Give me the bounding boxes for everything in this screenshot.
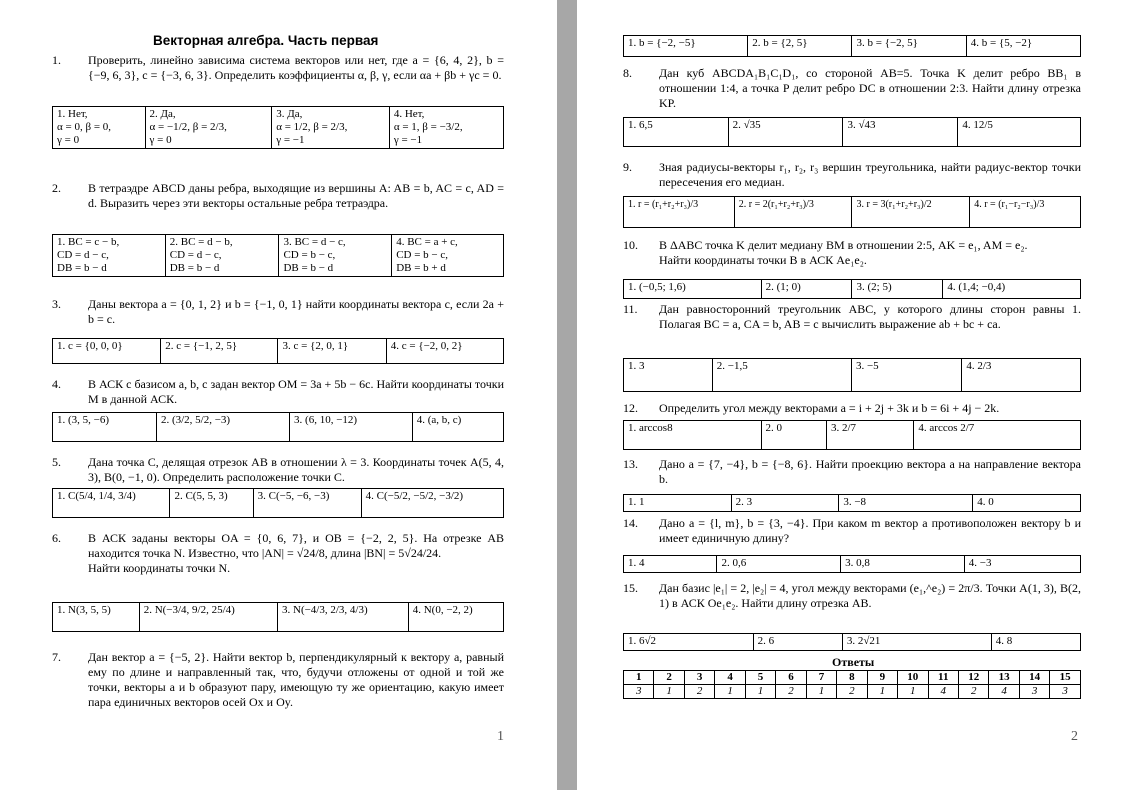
answer-option[interactable]: 2. 3 xyxy=(731,495,839,512)
answer-option[interactable]: 3. −8 xyxy=(839,495,973,512)
answer-key-value: 1 xyxy=(806,685,836,699)
question: 8. Дан куб ABCDA₁B₁C₁D₁, со стороной AB=5. Точка K делит ребро BB₁ в отношении 1:4, а точка P делит ребро DC в отношении 2:3. Найти длину отрезка KP. xyxy=(623,66,1081,110)
answer-option[interactable]: 2. 0 xyxy=(761,421,826,450)
answer-key-number: 10 xyxy=(898,671,928,685)
answer-option[interactable]: 3. BC = d − c, CD = b − c, DB = b − d xyxy=(279,235,392,277)
answer-options xyxy=(52,234,504,277)
answer-option[interactable]: 3. 0,8 xyxy=(841,556,965,573)
answer-option[interactable]: 2. b = {2, 5} xyxy=(748,36,852,57)
answer-options xyxy=(623,117,1081,147)
question: 10. В ΔABC точка K делит медиану BM в отношении 2:5, AK = e₁, AM = e₂. Найти координаты точки B в АСК Ae₁e₂. xyxy=(623,238,1028,267)
answer-key-number: 1 xyxy=(624,671,654,685)
answer-key-value: 3 xyxy=(1019,685,1049,699)
answer-option[interactable]: 3. r = 3(r₁+r₂+r₃)/2 xyxy=(852,197,970,228)
answer-options xyxy=(623,494,1081,512)
answer-option[interactable]: 3. Да, α = 1/2, β = 2/3, γ = −1 xyxy=(272,107,390,149)
question: 12. Определить угол между векторами a = i + 2j + 3k и b = 6i + 4j − 2k. xyxy=(623,401,1000,415)
page-gap xyxy=(557,0,577,790)
answer-key-value: 2 xyxy=(776,685,806,699)
answer-option[interactable]: 3. 2/7 xyxy=(826,421,913,450)
answer-option[interactable]: 1. arccos8 xyxy=(624,421,762,450)
answer-key-number: 13 xyxy=(989,671,1019,685)
answer-option[interactable]: 2. (1; 0) xyxy=(761,280,852,299)
answer-option[interactable]: 3. C(−5, −6, −3) xyxy=(253,489,361,518)
answer-option[interactable]: 1. N(3, 5, 5) xyxy=(53,603,140,632)
question: 15. Дан базис |e₁| = 2, |e₂| = 4, угол между векторами (e₁,^e₂) = 2π/3. Точки A(1, 3), B(2, 1) в АСК Oe₁e₂. Найти длину отрезка AB. xyxy=(623,581,1081,610)
answer-option[interactable]: 3. (2; 5) xyxy=(852,280,943,299)
answer-option[interactable]: 4. 8 xyxy=(991,634,1080,651)
answer-key-number: 9 xyxy=(867,671,897,685)
answer-option[interactable]: 2. 6 xyxy=(753,634,842,651)
answer-options xyxy=(52,106,504,149)
page-number: 2 xyxy=(1071,729,1078,744)
answer-option[interactable]: 4. 0 xyxy=(973,495,1081,512)
answer-key-value: 3 xyxy=(1050,685,1081,699)
answer-option[interactable]: 4. N(0, −2, 2) xyxy=(408,603,503,632)
answer-option[interactable]: 4. BC = a + c, CD = b − c, DB = b + d xyxy=(392,235,504,277)
answer-option[interactable]: 1. (−0,5; 1,6) xyxy=(624,280,762,299)
answer-key-value: 1 xyxy=(654,685,684,699)
answer-options xyxy=(623,358,1081,392)
page-2 xyxy=(577,0,1134,790)
answer-key-value: 2 xyxy=(958,685,988,699)
answer-options xyxy=(623,420,1081,450)
answer-option[interactable]: 1. Нет, α = 0, β = 0, γ = 0 xyxy=(53,107,146,149)
answer-key-number: 15 xyxy=(1050,671,1081,685)
answer-key-number: 14 xyxy=(1019,671,1049,685)
answer-option[interactable]: 2. (3/2, 5/2, −3) xyxy=(156,413,289,442)
answer-option[interactable]: 4. (1,4; −0,4) xyxy=(943,280,1081,299)
answer-option[interactable]: 2. −1,5 xyxy=(712,359,851,392)
question: 7. Дан вектор a = {−5, 2}. Найти вектор b, перпендикулярный к вектору a, равный ему по длине и направленный так, что, будучи отложены от одной и той же точки, векторы a и b образуют пару, имеющую ту же ориентацию, какую имеет пара единичных векторов осей Ox и Oy. xyxy=(52,650,504,709)
answer-key-value: 2 xyxy=(837,685,867,699)
answer-option[interactable]: 2. N(−3/4, 9/2, 25/4) xyxy=(139,603,277,632)
question: 13. Дано a = {7, −4}, b = {−8, 6}. Найти проекцию вектора a на направление вектора b. xyxy=(623,457,1081,486)
answer-option[interactable]: 3. −5 xyxy=(851,359,961,392)
question: 3. Даны вектора a = {0, 1, 2} и b = {−1, 0, 1} найти координаты вектора c, если 2a + b = c. xyxy=(52,297,504,326)
answer-options xyxy=(623,35,1081,57)
answer-key-title: Ответы xyxy=(832,655,875,669)
answer-key-value: 1 xyxy=(867,685,897,699)
answer-key-table xyxy=(623,670,1081,699)
answer-key-number: 5 xyxy=(745,671,775,685)
answer-options xyxy=(52,412,504,442)
page-1 xyxy=(0,0,557,790)
answer-options xyxy=(52,488,504,518)
answer-option[interactable]: 1. 1 xyxy=(624,495,732,512)
question: 9. Зная радиусы-векторы r₁, r₂, r₃ вершин треугольника, найти радиус-вектор точки пересечения его медиан. xyxy=(623,160,1081,189)
answer-key-number: 3 xyxy=(684,671,714,685)
question: 1. Проверить, линейно зависима система векторов или нет, где a = {6, 4, 2}, b = {−9, 6, 3}, c = {−3, 6, 3}. Определить коэффициенты α, β, γ, если αa + βb + γc = 0. xyxy=(52,53,504,82)
answer-option[interactable]: 1. 6√2 xyxy=(624,634,754,651)
answer-options xyxy=(52,338,504,364)
answer-key-value: 3 xyxy=(624,685,654,699)
answer-key-value: 1 xyxy=(715,685,745,699)
answer-option[interactable]: 1. b = {−2, −5} xyxy=(624,36,748,57)
answer-option[interactable]: 4. r = (r₁−r₂−r₃)/3 xyxy=(970,197,1081,228)
answer-key-value: 1 xyxy=(745,685,775,699)
answer-option[interactable]: 1. BC = c − b, CD = d − c, DB = b − d xyxy=(53,235,166,277)
answer-option[interactable]: 3. √43 xyxy=(843,118,958,147)
answer-key-value: 4 xyxy=(928,685,958,699)
answer-option[interactable]: 1. c = {0, 0, 0} xyxy=(53,339,161,364)
answer-option[interactable]: 1. 4 xyxy=(624,556,717,573)
answer-option[interactable]: 2. √35 xyxy=(728,118,843,147)
answer-key-number: 6 xyxy=(776,671,806,685)
answer-option[interactable]: 2. c = {−1, 2, 5} xyxy=(161,339,278,364)
answer-option[interactable]: 2. C(5, 5, 3) xyxy=(170,489,253,518)
answer-options xyxy=(623,196,1081,228)
answer-option[interactable]: 4. arccos 2/7 xyxy=(914,421,1081,450)
answer-key-number: 11 xyxy=(928,671,958,685)
answer-option[interactable]: 4. 12/5 xyxy=(958,118,1081,147)
answer-option[interactable]: 2. BC = d − b, CD = d − c, DB = b − d xyxy=(165,235,279,277)
answer-option[interactable]: 3. N(−4/3, 2/3, 4/3) xyxy=(278,603,409,632)
answer-option[interactable]: 2. Да, α = −1/2, β = 2/3, γ = 0 xyxy=(145,107,272,149)
answer-options xyxy=(623,555,1081,573)
answer-option[interactable]: 4. c = {−2, 0, 2} xyxy=(386,339,503,364)
answer-key-number: 7 xyxy=(806,671,836,685)
answer-key-number: 4 xyxy=(715,671,745,685)
answer-options xyxy=(623,279,1081,299)
answer-options xyxy=(623,633,1081,651)
answer-option[interactable]: 1. 6,5 xyxy=(624,118,729,147)
answer-option[interactable]: 1. C(5/4, 1/4, 3/4) xyxy=(53,489,170,518)
answer-option[interactable]: 4. C(−5/2, −5/2, −3/2) xyxy=(361,489,503,518)
page-title: Векторная алгебра. Часть первая xyxy=(153,33,379,48)
answer-option[interactable]: 3. b = {−2, 5} xyxy=(852,36,966,57)
answer-option[interactable]: 4. 2/3 xyxy=(962,359,1081,392)
question: 2. В тетраэдре ABCD даны ребра, выходящие из вершины A: AB = b, AC = c, AD = d. Выразить через эти векторы остальные ребра тетраэдра. xyxy=(52,181,504,210)
question: 6. В АСК заданы векторы OA = {0, 6, 7}, и OB = {−2, 2, 5}. На отрезке AB находится точка N. Известно, что |AN| = √24/8, длина |BN| = 5√24/24. Найти координаты точки N. xyxy=(52,531,504,575)
answer-key-value: 1 xyxy=(898,685,928,699)
answer-key-number: 2 xyxy=(654,671,684,685)
answer-option[interactable]: 4. b = {5, −2} xyxy=(966,36,1080,57)
answer-key-number: 12 xyxy=(958,671,988,685)
answer-option[interactable]: 1. 3 xyxy=(624,359,713,392)
page-number: 1 xyxy=(497,729,504,744)
answer-option[interactable]: 4. (a, b, c) xyxy=(412,413,503,442)
answer-option[interactable]: 3. (6, 10, −12) xyxy=(290,413,413,442)
answer-option[interactable]: 1. (3, 5, −6) xyxy=(53,413,157,442)
answer-option[interactable]: 2. 0,6 xyxy=(717,556,841,573)
answer-option[interactable]: 4. −3 xyxy=(964,556,1080,573)
answer-options xyxy=(52,602,504,632)
answer-option[interactable]: 1. r = (r₁+r₂+r₃)/3 xyxy=(624,197,735,228)
answer-option[interactable]: 4. Нет, α = 1, β = −3/2, γ = −1 xyxy=(389,107,503,149)
answer-key-value: 2 xyxy=(684,685,714,699)
question: 5. Дана точка C, делящая отрезок AB в отношении λ = 3. Координаты точек A(5, 4, 3), B(0, −1, 0). Определить расположение точки C. xyxy=(52,455,504,484)
answer-option[interactable]: 2. r = 2(r₁+r₂+r₃)/3 xyxy=(734,197,852,228)
answer-option[interactable]: 3. 2√21 xyxy=(842,634,991,651)
question: 14. Дано a = {l, m}, b = {3, −4}. При каком m вектор a противоположен вектору b и имеет единичную длину? xyxy=(623,516,1081,545)
question: 11. Дан равносторонний треугольник ABC, у которого длины сторон равны 1. Полагая BC = a, CA = b, AB = c вычислить выражение ab + bc + ca. xyxy=(623,302,1081,331)
answer-key-value: 4 xyxy=(989,685,1019,699)
question: 4. В АСК с базисом a, b, c задан вектор OM = 3a + 5b − 6c. Найти координаты точки M в данной АСК. xyxy=(52,377,504,406)
answer-option[interactable]: 3. c = {2, 0, 1} xyxy=(278,339,386,364)
answer-key-number: 8 xyxy=(837,671,867,685)
